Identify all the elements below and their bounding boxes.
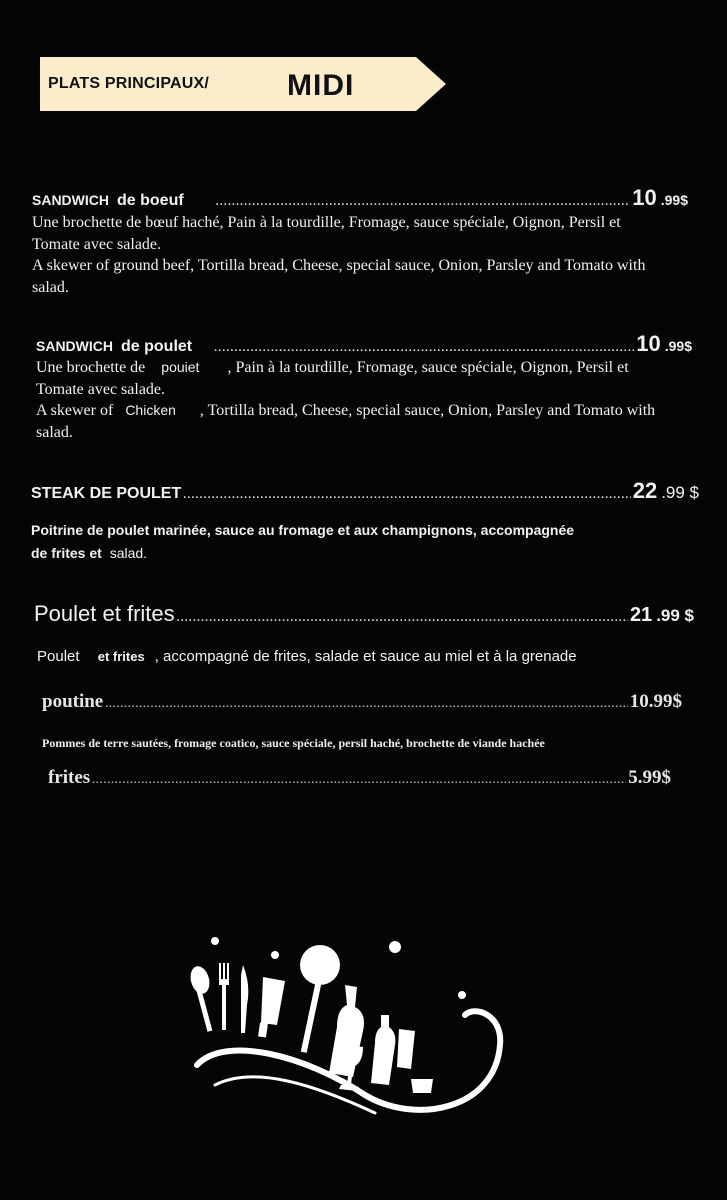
item-price-cents: .99 $ [656,606,694,625]
item-name: Poulet et frites [34,601,175,626]
description-part: et frites [97,649,145,664]
item-name: STEAK DE POULET [31,485,182,502]
description-fr [36,357,666,400]
description-en [36,400,666,443]
dot-leader [216,196,631,208]
description-en-part1: A skewer of [36,402,114,419]
menu-item-row [34,601,694,627]
dot-leader [214,342,634,354]
description-fr-word: pouiet [161,359,200,375]
item-name-prefix: SANDWICH [32,192,109,208]
item-name: poutine [42,691,104,712]
description-en-word: Chicken [125,402,176,418]
description-en: A skewer of ground beef, Tortilla bread, Cheese, special sauce, Onion, Parsley and Tomato with salad. [32,257,646,296]
menu-item-row [48,767,671,789]
description-part: , accompagné de frites, salade et sauce au miel et à la grenade [154,648,577,665]
item-description [31,519,671,565]
item-price-main: 10 [632,185,657,210]
item-description: Pommes de terre sautées, fromage coatico, sauce spéciale, persil haché, brochette de viande hachée [42,736,545,750]
description-part: de frites et [31,545,102,561]
dot-leader [177,612,628,624]
item-price-cents: .99$ [664,338,692,354]
item-price-cents: .99 $ [661,483,699,502]
description-line2 [31,542,671,565]
description-fr-part2: , Pain à la tourdille, Fromage, sauce spéciale, Oignon, Persil et Tomate avec salade. [36,359,629,398]
item-price-main: 22 [632,478,658,503]
menu-item-row [31,478,699,504]
description-line1: Poitrine de poulet marinée, sauce au fromage et aux champignons, accompagnée [31,522,575,538]
item-description [32,212,672,298]
kitchen-utensils-icon [185,935,505,1120]
description-part: Poulet [37,648,80,665]
item-description [37,648,697,665]
section-banner [40,57,446,111]
item-description [36,357,666,443]
dot-leader [183,489,630,501]
menu-item-row [32,185,688,211]
description-en-part2: , Tortilla bread, Cheese, special sauce, Onion, Parsley and Tomato with salad. [36,402,656,441]
description-fr-part1: Une brochette de [36,359,146,376]
item-name-prefix: SANDWICH [36,338,113,354]
item-name-suffix: de boeuf [117,192,184,209]
item-price: 5.99$ [628,767,671,788]
banner-title-part2: MIDI [287,69,355,102]
item-price-main: 10 [636,331,661,356]
menu-item-row [36,331,692,357]
item-price: 10.99$ [629,691,682,712]
description-fr: Une brochette de bœuf haché, Pain à la tourdille, Fromage, sauce spéciale, Oignon, Persil et Tomate avec salade. [32,214,621,253]
item-price-main: 21 [629,604,653,626]
dot-leader [105,699,628,710]
banner-title-part1: PLATS PRINCIPAUX/ [48,75,210,92]
item-name-suffix: de poulet [121,338,193,355]
description-part: salad. [109,545,148,561]
item-price-cents: .99$ [660,192,688,208]
item-name: frites [48,767,91,788]
menu-item-row [42,691,682,713]
dot-leader [92,775,626,786]
